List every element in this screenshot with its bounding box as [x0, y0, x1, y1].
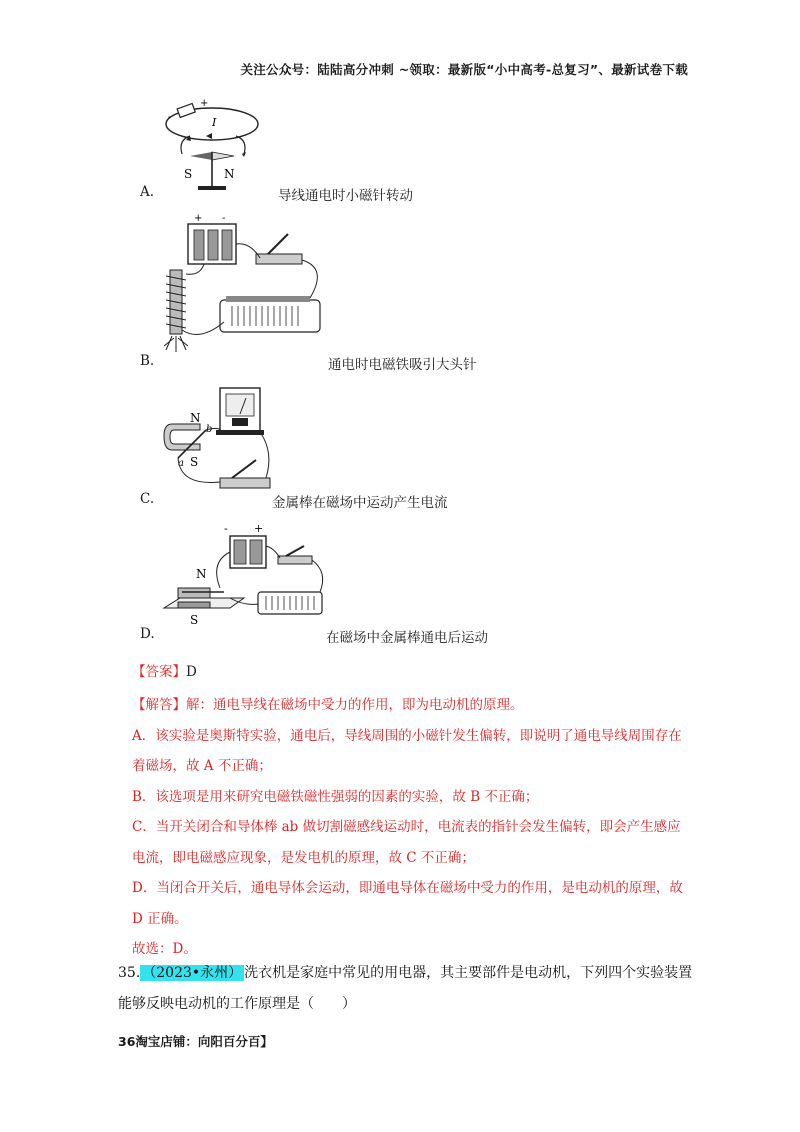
solution-line-d: D．当闭合开关后，通电导体会运动，即通电导体在磁场中受力的作用，是电动机的原理，故 D 正确。	[132, 880, 683, 927]
solution-block	[132, 690, 692, 965]
label-minus: -	[168, 112, 172, 123]
label-n: N	[190, 411, 201, 425]
option-c-caption: 金属棒在磁场中运动产生电流	[272, 495, 448, 511]
answer-value: D	[186, 664, 197, 680]
solution-tag: 【解答】	[132, 697, 186, 713]
option-b-letter: B.	[140, 353, 155, 369]
figure-electromagnetic-induction	[160, 382, 276, 494]
label-plus: +	[200, 98, 209, 109]
option-d-caption: 在磁场中金属棒通电后运动	[326, 630, 488, 646]
solution-line-c: C．当开关闭合和导体棒 ab 做切割磁感线运动时，电流表的指针会发生偏转，即会产生感应电流，即电磁感应现象，是发电机的原理，故 C 不正确；	[132, 819, 681, 866]
label-s: S	[190, 455, 199, 469]
option-c-letter: C.	[140, 491, 155, 507]
solution-line-a: A．该实验是奥斯特实验，通电后，导线周围的小磁针发生偏转，即说明了通电导线周围存在着磁场，故 A 不正确；	[132, 727, 682, 774]
label-n: N	[196, 567, 207, 581]
label-b: b	[206, 424, 213, 435]
figure-oersted-experiment	[160, 96, 270, 198]
option-d-letter: D.	[140, 626, 155, 642]
question-number: 35.	[118, 965, 141, 981]
question-source-badge: （2023•永州）	[142, 965, 243, 981]
answer-tag: 【答案】	[132, 664, 186, 680]
label-s: S	[184, 167, 193, 181]
question-35	[118, 958, 698, 1020]
answer-line	[132, 660, 197, 680]
option-a-letter: A.	[140, 184, 155, 200]
label-plus: +	[254, 522, 264, 535]
solution-lead: 解：通电导线在磁场中受力的作用，即为电动机的原理。	[186, 697, 524, 713]
label-s: S	[190, 613, 199, 627]
label-minus: -	[224, 522, 228, 535]
option-b-caption: 通电时电磁铁吸引大头针	[328, 357, 477, 373]
label-plus: +	[194, 213, 203, 224]
page-header: 关注公众号：陆陆高分冲刺 ~领取：最新版“小中高考-总复习”、最新试卷下载	[240, 62, 688, 77]
solution-line-b: B．该选项是用来研究电磁铁磁性强弱的因素的实验，故 B 不正确；	[132, 788, 539, 805]
solution-conclusion: 故选：D。	[132, 941, 197, 957]
label-minus: -	[222, 213, 226, 224]
question-text: 洗衣机是家庭中常见的用电器，其主要部件是电动机，下列四个实验装置能够反映电动机的工作原理是（ ）	[118, 965, 693, 1012]
figure-electromagnet	[160, 212, 336, 358]
page-footer: 36淘宝店铺：向阳百分百】	[118, 1034, 273, 1049]
option-a-caption: 导线通电时小磁针转动	[278, 188, 413, 204]
label-current: I	[212, 116, 217, 129]
figure-motor-principle	[160, 522, 336, 630]
label-a: a	[178, 458, 184, 469]
label-n: N	[224, 167, 235, 181]
